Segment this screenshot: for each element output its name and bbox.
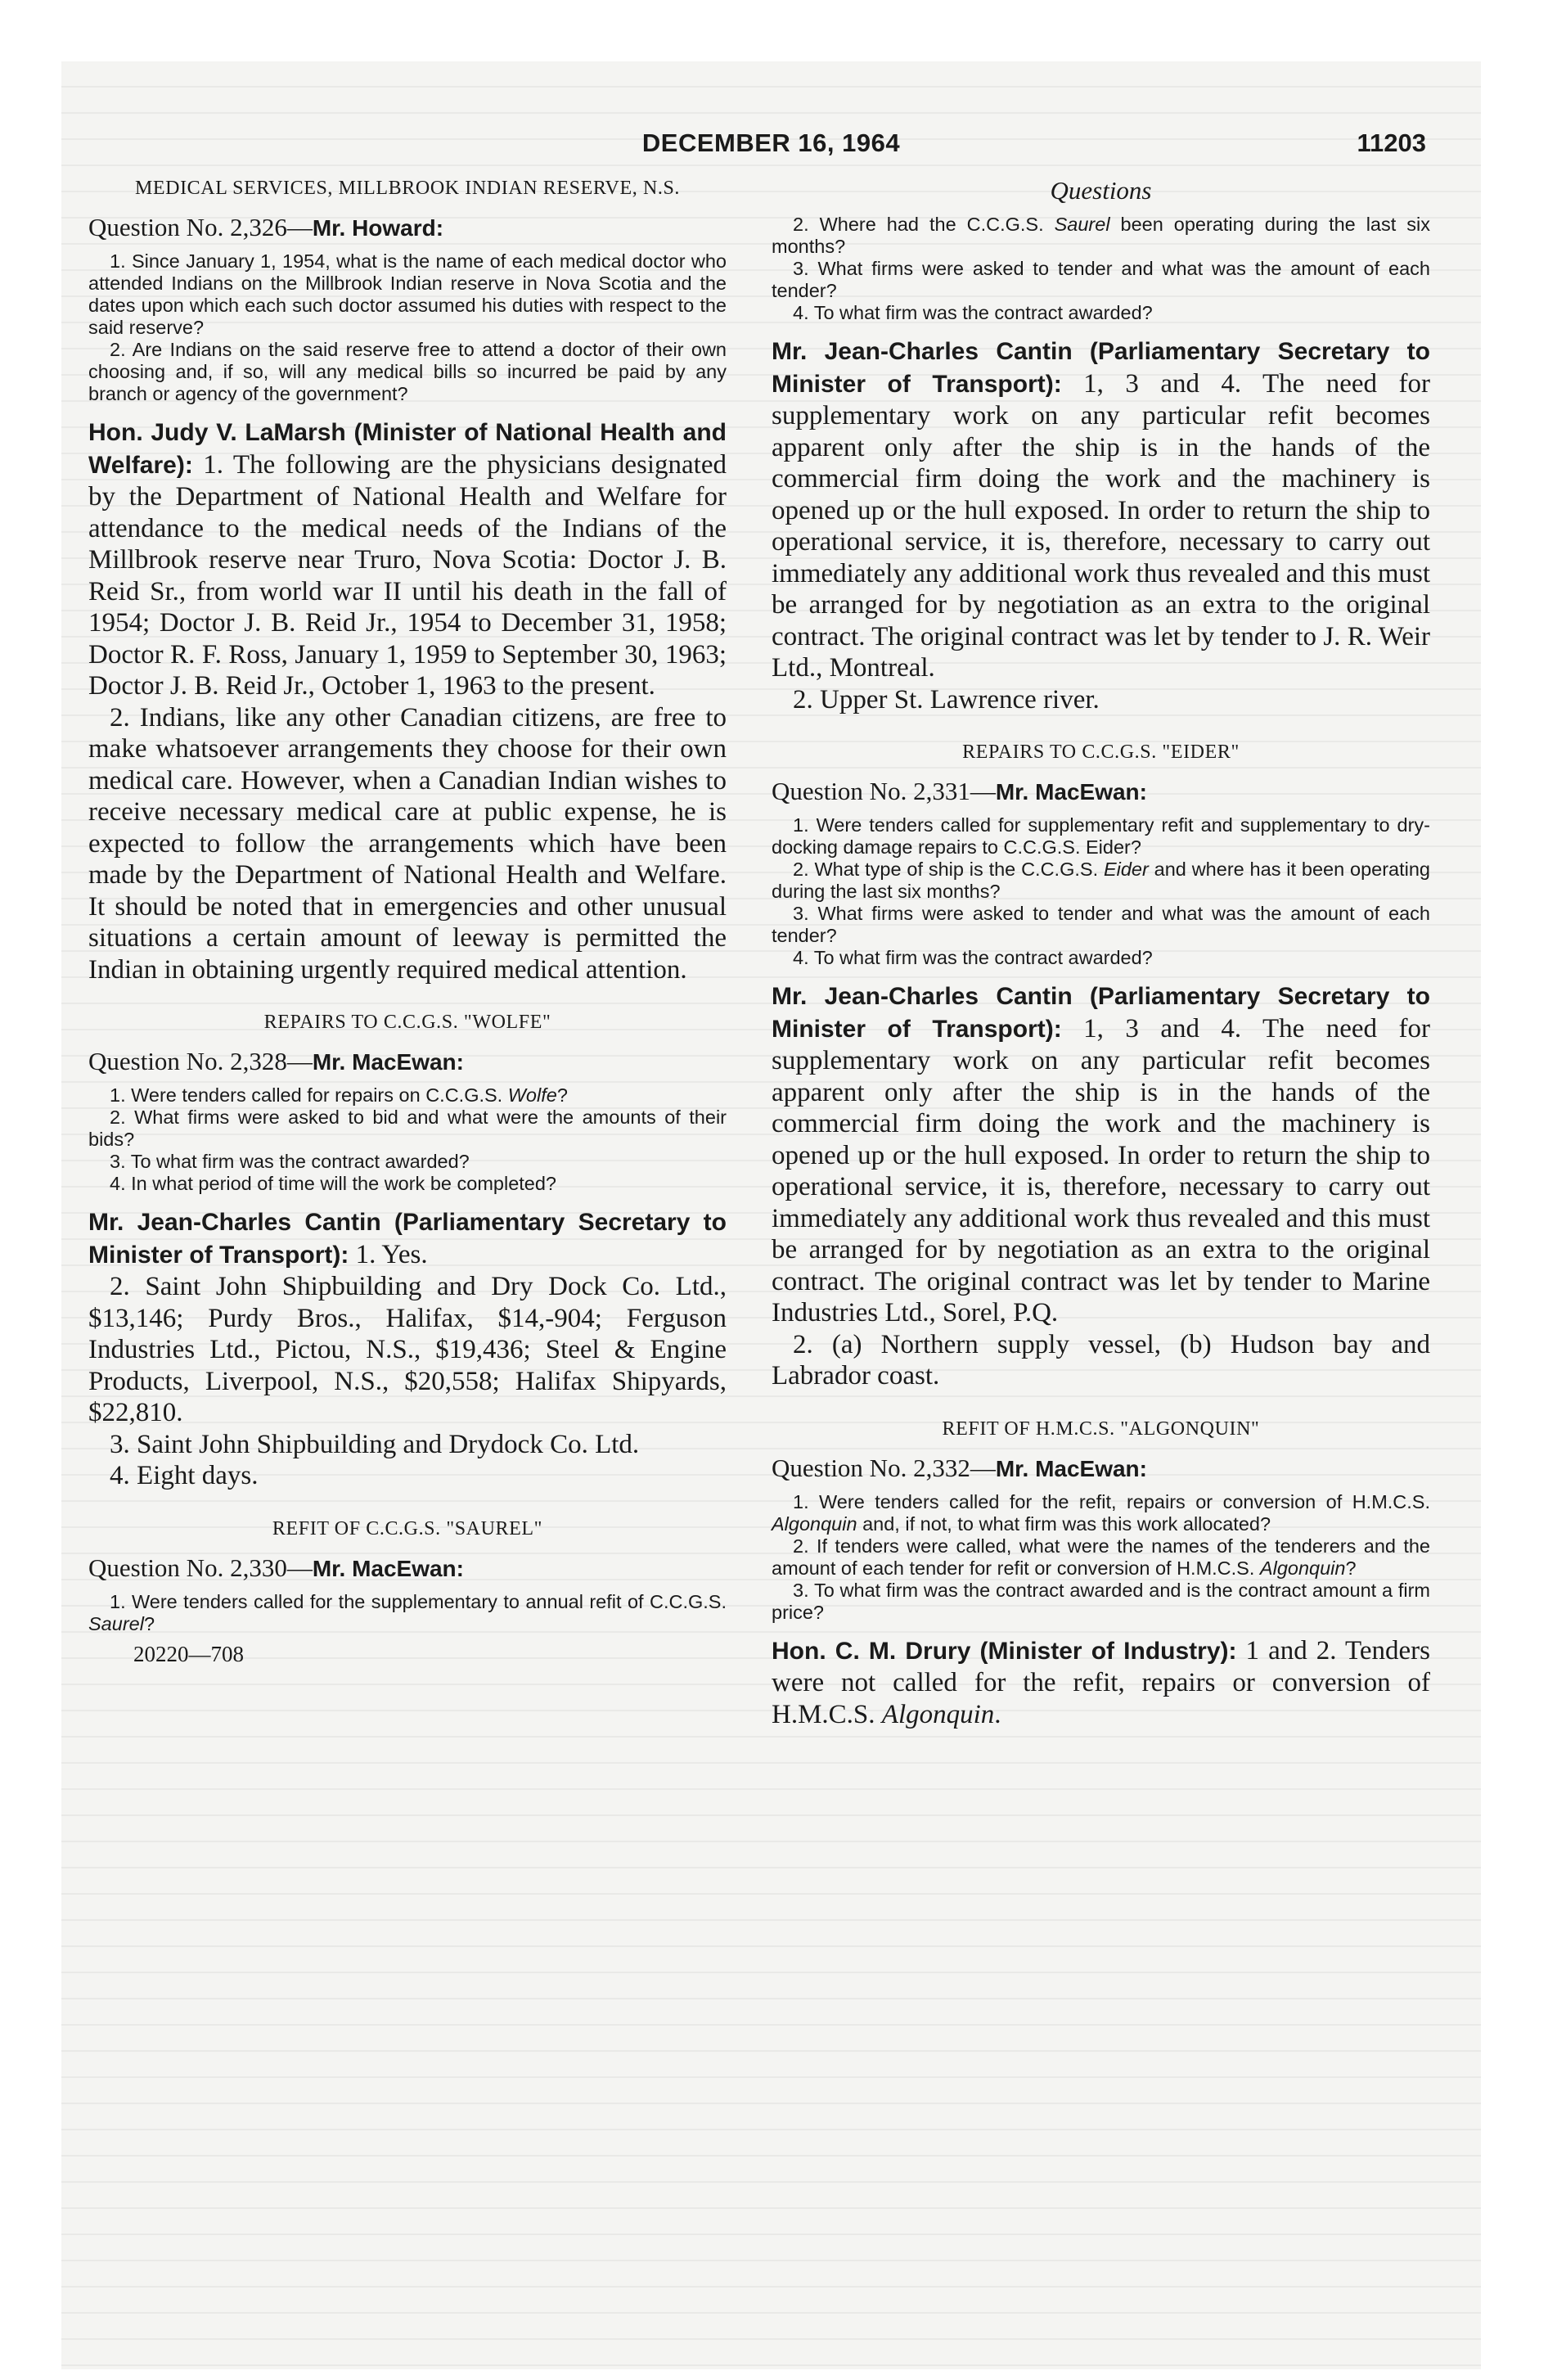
question-item: 1. Since January 1, 1954, what is the name of each medical doctor who attended Indians on the Millbrook Indian reserve in Nova Scotia and the dates upon which each such doctor assumed his duties with respect to the said reserve? — [88, 250, 727, 338]
page-header — [61, 128, 1481, 169]
answer-text: 1. The following are the physicians designated by the Department of National Health and Welfare for attendance to the medical needs of the Indians of the Millbrook reserve near Truro, Nova Scotia: Doctor J. B. Reid Sr., from world war II until his death in the fall of 1954; Doctor J. B. Reid Jr., 1954 to December 31, 1958; Doctor R. F. Ross, January 1, 1959 to September 30, 1963; Doctor J. B. Reid Jr., October 1, 1963 to the present. — [88, 449, 727, 701]
question-item: 3. What firms were asked to tender and what was the amount of each tender? — [772, 258, 1430, 301]
ship-name: Wolfe — [507, 1084, 557, 1106]
speaker-name: Hon. Judy V. LaMarsh (Minister of National Health and Welfare): — [88, 419, 727, 479]
question-text: 2. What type of ship is the C.C.G.S. — [793, 859, 1104, 880]
ship-name: Saurel — [1054, 214, 1110, 235]
question-number: Question No. 2,326— — [88, 213, 313, 241]
question-item: 2. Are Indians on the said reserve free to attend a doctor of their own choosing and, if so, will any medical bills so incurred be paid by any branch or agency of the government? — [88, 339, 727, 404]
answer-text: 1. Yes. — [349, 1239, 428, 1269]
question-text: ? — [556, 1084, 568, 1106]
question-item: 4. To what firm was the contract awarded? — [793, 947, 1153, 968]
question-text: 1. Were tenders called for the supplementary to annual refit of C.C.G.S. — [110, 1590, 727, 1612]
section-title-eider: REPAIRS TO C.C.G.S. "EIDER" — [962, 741, 1240, 763]
ship-name: Eider — [1103, 859, 1149, 880]
question-member: Mr. MacEwan: — [995, 779, 1147, 805]
speaker-name: Mr. Jean-Charles Cantin (Parliamentary Secretary to Minister of Transport): — [88, 1209, 727, 1269]
left-column — [88, 176, 727, 1667]
question-member: Mr. Howard: — [312, 215, 444, 241]
question-heading-2331 — [772, 776, 1430, 808]
answer-paragraph — [88, 1206, 727, 1271]
question-text: and, if not, to what firm was this work allocated? — [857, 1512, 1271, 1535]
question-text: and where has it been operating during the last six months? — [772, 859, 1430, 902]
section-title-millbrook: MEDICAL SERVICES, MILLBROOK INDIAN RESERVE, N.S. — [134, 178, 681, 199]
speaker-name: Mr. Jean-Charles Cantin (Parliamentary Secretary to Minister of Transport): — [772, 338, 1430, 398]
question-number: Question No. 2,328— — [88, 1047, 313, 1075]
question-text: ? — [143, 1612, 155, 1634]
answer-text: . — [994, 1699, 1001, 1729]
question-item — [772, 1535, 1430, 1580]
answer-text: 1 and 2. Tenders were not called for the refit, repairs or conversion of H.M.C.S. — [772, 1635, 1430, 1729]
question-text: ? — [1345, 1557, 1357, 1579]
answer-paragraph: 3. Saint John Shipbuilding and Drydock Co. Ltd. — [110, 1429, 640, 1459]
speaker-name: Hon. C. M. Drury (Minister of Industry): — [772, 1637, 1237, 1665]
answer-paragraph: 2. Saint John Shipbuilding and Dry Dock Co. Ltd., $13,146; Purdy Bros., Halifax, $14,-904; Ferguson Industries Ltd., Pictou, N.S., $19,436; Steel & Engine Products, Liverpool, N.S., $20,558; Halifax Shipyards, $22,810. — [88, 1272, 727, 1427]
running-head-questions: Questions — [1050, 176, 1152, 205]
answer-paragraph: 2. Indians, like any other Canadian citizens, are free to make whatsoever arrangements they choose for their own medical care. However, when a Canadian Indian wishes to receive necessary medical care at public expense, he is expected to follow the arrangements which have been made by the Department of National Health and Welfare. It should be noted that in emergencies and other unusual situations a certain amount of leeway is permitted the Indian in obtaining urgently required medical attention. — [88, 702, 727, 985]
answer-text: 1, 3 and 4. The need for supplementary work on any particular refit becomes apparent only after the ship is in the hands of the commercial firm doing the work and the machinery is opened up or the hull exposed. In order to return the ship to operational service, it is, therefore, necessary to carry out immediately any additional work thus revealed and this must be arranged for by negotiation as an extra to the original contract. The original contract was let by tender to J. R. Weir Ltd., Montreal. — [772, 368, 1430, 683]
header-date: DECEMBER 16, 1964 — [641, 128, 901, 157]
question-item: 3. To what firm was the contract awarded? — [110, 1151, 470, 1172]
question-heading-2330 — [88, 1553, 727, 1584]
page-number: 11203 — [1357, 128, 1426, 157]
question-text: 1. Were tenders called for the refit, repairs or conversion of H.M.C.S. — [793, 1490, 1430, 1512]
question-text: been operating during the last six months? — [772, 214, 1430, 257]
question-member: Mr. MacEwan: — [312, 1555, 464, 1581]
question-heading-2332 — [772, 1453, 1430, 1485]
question-text: 2. If tenders were called, what were the names of the tenderers and the amount of each tender for refit or conversion of H.M.C.S. — [772, 1535, 1430, 1579]
answer-paragraph — [772, 336, 1430, 684]
section-title-saurel: REFIT OF C.C.G.S. "SAUREL" — [272, 1517, 543, 1539]
ship-name: Algonquin — [772, 1512, 857, 1535]
answer-paragraph — [772, 1635, 1430, 1731]
question-member: Mr. MacEwan: — [312, 1049, 464, 1075]
ship-name: Algonquin — [881, 1699, 995, 1729]
ship-name: Saurel — [88, 1612, 144, 1634]
question-item — [88, 1084, 727, 1107]
question-text: 2. Where had the C.C.G.S. — [793, 214, 1055, 235]
question-item: 4. To what firm was the contract awarded? — [793, 302, 1153, 323]
section-title-algonquin: REFIT OF H.M.C.S. "ALGONQUIN" — [942, 1418, 1260, 1440]
answer-paragraph: 2. Upper St. Lawrence river. — [793, 684, 1100, 714]
question-item: 1. Were tenders called for supplementary refit and supplementary to dry-docking damage repairs to C.C.G.S. Eider? — [772, 814, 1430, 858]
question-member: Mr. MacEwan: — [995, 1455, 1147, 1481]
answer-text: 1, 3 and 4. The need for supplementary work on any particular refit becomes apparent only after the ship is in the hands of the commercial firm doing the work and the machinery is opened up or the hull exposed. In order to return the ship to operational service, it is, therefore, necessary to carry out immediately any additional work thus revealed and this must be arranged for by negotiation as an extra to the original contract. The original contract was let by tender to Marine Industries Ltd., Sorel, P.Q. — [772, 1013, 1430, 1327]
question-number: Question No. 2,332— — [772, 1453, 996, 1482]
answer-paragraph — [772, 980, 1430, 1329]
answer-paragraph: 2. (a) Northern supply vessel, (b) Hudson bay and Labrador coast. — [772, 1329, 1430, 1391]
question-item: 3. What firms were asked to tender and what was the amount of each tender? — [772, 903, 1430, 946]
right-column — [772, 176, 1430, 1730]
question-number: Question No. 2,331— — [772, 777, 996, 805]
ship-name: Algonquin — [1259, 1557, 1346, 1579]
question-heading-2326 — [88, 212, 727, 244]
section-title-wolfe: REPAIRS TO C.C.G.S. "WOLFE" — [263, 1012, 551, 1033]
speaker-name: Mr. Jean-Charles Cantin (Parliamentary Secretary to Minister of Transport): — [772, 983, 1430, 1043]
question-text: 1. Were tenders called for repairs on C.C.G.S. — [110, 1084, 508, 1106]
answer-paragraph — [88, 417, 727, 702]
question-number: Question No. 2,330— — [88, 1553, 313, 1582]
question-item — [772, 1491, 1430, 1535]
question-item — [88, 1591, 727, 1635]
question-item: 4. In what period of time will the work be completed? — [110, 1173, 556, 1194]
question-item — [772, 859, 1430, 903]
question-item: 3. To what firm was the contract awarded and is the contract amount a firm price? — [772, 1579, 1430, 1623]
answer-paragraph: 4. Eight days. — [110, 1461, 259, 1490]
document-page — [61, 61, 1481, 2369]
question-heading-2328 — [88, 1046, 727, 1078]
print-code: 20220—708 — [133, 1641, 244, 1666]
question-item — [772, 214, 1430, 258]
question-item: 2. What firms were asked to bid and what were the amounts of their bids? — [88, 1107, 727, 1150]
